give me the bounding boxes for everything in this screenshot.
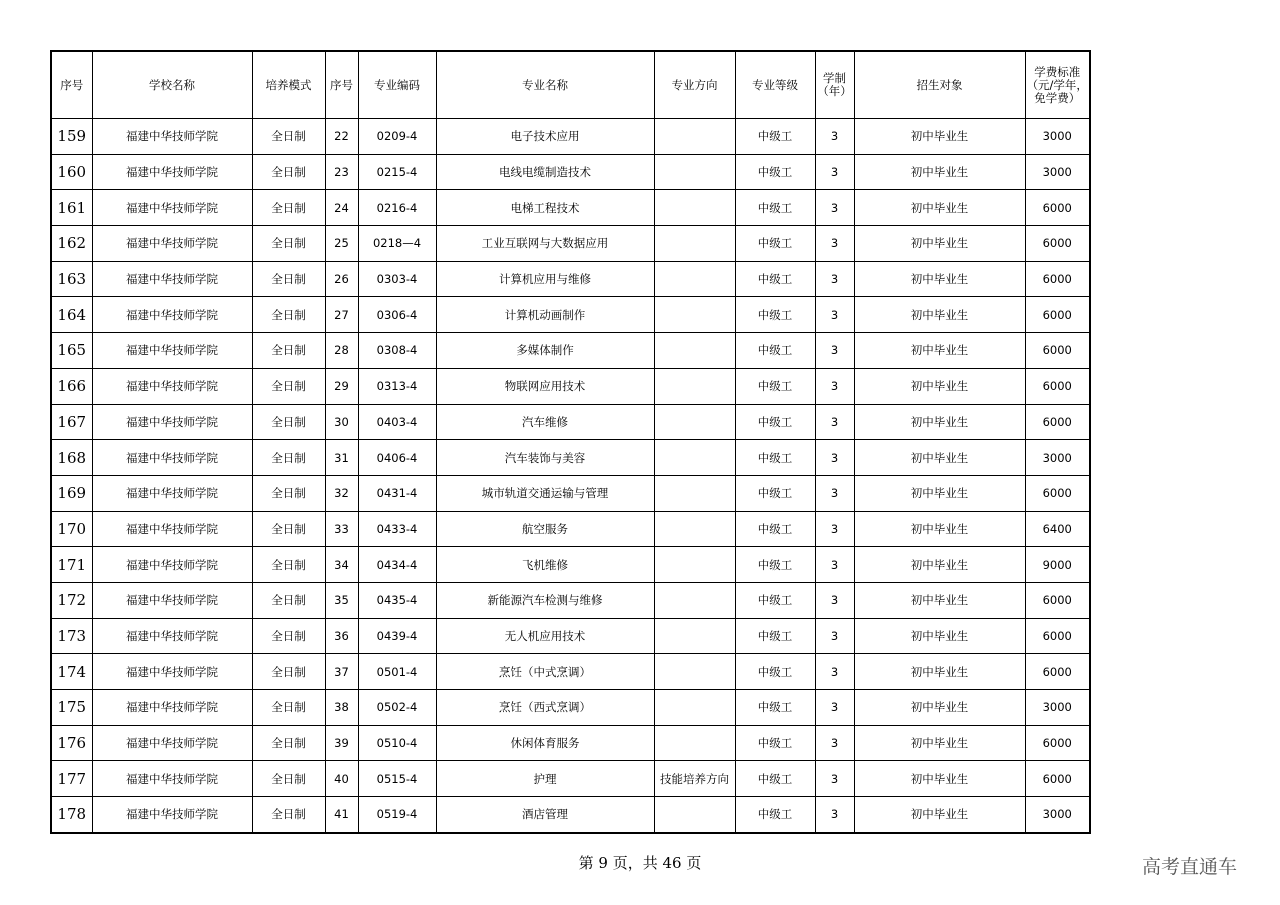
row-number-cell: 170 (51, 511, 92, 547)
school-name-cell: 福建中华技师学院 (92, 261, 252, 297)
duration-cell: 3 (815, 797, 854, 833)
row-number-cell: 167 (51, 404, 92, 440)
major-direction-cell (654, 261, 735, 297)
enrollment-target-cell: 初中毕业生 (854, 261, 1025, 297)
row-number-cell: 172 (51, 582, 92, 618)
duration-cell: 3 (815, 119, 854, 155)
school-name-cell: 福建中华技师学院 (92, 511, 252, 547)
major-direction-cell (654, 190, 735, 226)
tuition-cell: 6000 (1025, 404, 1090, 440)
seq-number-cell: 36 (325, 618, 358, 654)
duration-cell: 3 (815, 475, 854, 511)
seq-number-cell: 24 (325, 190, 358, 226)
major-name-cell: 工业互联网与大数据应用 (436, 226, 654, 262)
table-body (51, 119, 1090, 833)
school-name-cell: 福建中华技师学院 (92, 618, 252, 654)
major-direction-cell (654, 154, 735, 190)
school-name-cell: 福建中华技师学院 (92, 797, 252, 833)
enrollment-target-cell: 初中毕业生 (854, 761, 1025, 797)
training-mode-cell: 全日制 (252, 119, 325, 155)
enrollment-target-cell: 初中毕业生 (854, 690, 1025, 726)
major-name-cell: 航空服务 (436, 511, 654, 547)
header-row (51, 51, 1090, 119)
enrollment-target-cell: 初中毕业生 (854, 547, 1025, 583)
school-name-cell: 福建中华技师学院 (92, 190, 252, 226)
major-code-cell: 0502-4 (358, 690, 436, 726)
table-row (51, 654, 1090, 690)
duration-cell: 3 (815, 190, 854, 226)
school-name-cell: 福建中华技师学院 (92, 154, 252, 190)
duration-cell: 3 (815, 654, 854, 690)
row-number-cell: 160 (51, 154, 92, 190)
row-number-cell: 175 (51, 690, 92, 726)
tuition-cell: 6000 (1025, 368, 1090, 404)
major-name-cell: 汽车维修 (436, 404, 654, 440)
major-code-cell: 0501-4 (358, 654, 436, 690)
training-mode-cell: 全日制 (252, 725, 325, 761)
seq-number-cell: 39 (325, 725, 358, 761)
header-cell: 序号 (51, 51, 92, 119)
tuition-cell: 6000 (1025, 582, 1090, 618)
training-mode-cell: 全日制 (252, 618, 325, 654)
table-row (51, 690, 1090, 726)
tuition-cell: 9000 (1025, 547, 1090, 583)
row-number-cell: 168 (51, 440, 92, 476)
school-name-cell: 福建中华技师学院 (92, 475, 252, 511)
duration-cell: 3 (815, 404, 854, 440)
school-name-cell: 福建中华技师学院 (92, 404, 252, 440)
major-name-cell: 酒店管理 (436, 797, 654, 833)
major-level-cell: 中级工 (735, 154, 815, 190)
watermark: 高考直通车 (1142, 856, 1238, 878)
table-row (51, 368, 1090, 404)
table-row (51, 618, 1090, 654)
duration-cell: 3 (815, 618, 854, 654)
major-code-cell: 0303-4 (358, 261, 436, 297)
enrollment-target-cell: 初中毕业生 (854, 654, 1025, 690)
seq-number-cell: 23 (325, 154, 358, 190)
duration-cell: 3 (815, 297, 854, 333)
tuition-cell: 6000 (1025, 654, 1090, 690)
major-level-cell: 中级工 (735, 475, 815, 511)
duration-cell: 3 (815, 368, 854, 404)
major-direction-cell (654, 404, 735, 440)
training-mode-cell: 全日制 (252, 297, 325, 333)
school-name-cell: 福建中华技师学院 (92, 761, 252, 797)
seq-number-cell: 33 (325, 511, 358, 547)
enrollment-target-cell: 初中毕业生 (854, 475, 1025, 511)
table-row (51, 725, 1090, 761)
enrollment-target-cell: 初中毕业生 (854, 511, 1025, 547)
duration-cell: 3 (815, 582, 854, 618)
major-code-cell: 0433-4 (358, 511, 436, 547)
school-name-cell: 福建中华技师学院 (92, 690, 252, 726)
major-code-cell: 0439-4 (358, 618, 436, 654)
major-level-cell: 中级工 (735, 690, 815, 726)
major-direction-cell (654, 797, 735, 833)
major-name-cell: 电梯工程技术 (436, 190, 654, 226)
training-mode-cell: 全日制 (252, 582, 325, 618)
tuition-cell: 6000 (1025, 618, 1090, 654)
major-code-cell: 0209-4 (358, 119, 436, 155)
major-code-cell: 0313-4 (358, 368, 436, 404)
major-level-cell: 中级工 (735, 440, 815, 476)
major-level-cell: 中级工 (735, 261, 815, 297)
major-level-cell: 中级工 (735, 226, 815, 262)
header-cell: 专业编码 (358, 51, 436, 119)
training-mode-cell: 全日制 (252, 261, 325, 297)
major-direction-cell (654, 511, 735, 547)
row-number-cell: 163 (51, 261, 92, 297)
table-row (51, 226, 1090, 262)
major-level-cell: 中级工 (735, 547, 815, 583)
enrollment-target-cell: 初中毕业生 (854, 368, 1025, 404)
table-row (51, 547, 1090, 583)
header-cell: 学费标准（元/学年，免学费） (1025, 51, 1090, 119)
duration-cell: 3 (815, 761, 854, 797)
major-name-cell: 计算机应用与维修 (436, 261, 654, 297)
major-direction-cell (654, 368, 735, 404)
duration-cell: 3 (815, 690, 854, 726)
major-code-cell: 0519-4 (358, 797, 436, 833)
major-level-cell: 中级工 (735, 582, 815, 618)
major-level-cell: 中级工 (735, 368, 815, 404)
seq-number-cell: 31 (325, 440, 358, 476)
seq-number-cell: 28 (325, 333, 358, 369)
tuition-cell: 6000 (1025, 226, 1090, 262)
enrollment-target-cell: 初中毕业生 (854, 333, 1025, 369)
school-name-cell: 福建中华技师学院 (92, 119, 252, 155)
table-row (51, 333, 1090, 369)
header-cell: 专业方向 (654, 51, 735, 119)
table-row (51, 154, 1090, 190)
tuition-cell: 6000 (1025, 261, 1090, 297)
header-cell: 序号 (325, 51, 358, 119)
tuition-cell: 6400 (1025, 511, 1090, 547)
header-cell: 招生对象 (854, 51, 1025, 119)
major-name-cell: 多媒体制作 (436, 333, 654, 369)
tuition-cell: 3000 (1025, 690, 1090, 726)
training-mode-cell: 全日制 (252, 475, 325, 511)
duration-cell: 3 (815, 154, 854, 190)
major-code-cell: 0216-4 (358, 190, 436, 226)
major-level-cell: 中级工 (735, 761, 815, 797)
training-mode-cell: 全日制 (252, 690, 325, 726)
table-row (51, 582, 1090, 618)
row-number-cell: 178 (51, 797, 92, 833)
enrollment-table (50, 50, 1091, 834)
major-code-cell: 0306-4 (358, 297, 436, 333)
major-name-cell: 计算机动画制作 (436, 297, 654, 333)
enrollment-target-cell: 初中毕业生 (854, 226, 1025, 262)
row-number-cell: 177 (51, 761, 92, 797)
training-mode-cell: 全日制 (252, 226, 325, 262)
major-name-cell: 护理 (436, 761, 654, 797)
major-level-cell: 中级工 (735, 725, 815, 761)
enrollment-target-cell: 初中毕业生 (854, 119, 1025, 155)
training-mode-cell: 全日制 (252, 761, 325, 797)
major-level-cell: 中级工 (735, 654, 815, 690)
tuition-cell: 6000 (1025, 475, 1090, 511)
header-cell: 专业名称 (436, 51, 654, 119)
training-mode-cell: 全日制 (252, 404, 325, 440)
row-number-cell: 165 (51, 333, 92, 369)
header-cell: 学制（年） (815, 51, 854, 119)
major-level-cell: 中级工 (735, 297, 815, 333)
enrollment-target-cell: 初中毕业生 (854, 797, 1025, 833)
major-direction-cell (654, 297, 735, 333)
enrollment-target-cell: 初中毕业生 (854, 404, 1025, 440)
tuition-cell: 3000 (1025, 119, 1090, 155)
training-mode-cell: 全日制 (252, 440, 325, 476)
table-row (51, 475, 1090, 511)
enrollment-target-cell: 初中毕业生 (854, 190, 1025, 226)
enrollment-target-cell: 初中毕业生 (854, 154, 1025, 190)
seq-number-cell: 40 (325, 761, 358, 797)
row-number-cell: 162 (51, 226, 92, 262)
page-footer: 第 9 页，共 46 页 (578, 854, 702, 872)
major-name-cell: 电线电缆制造技术 (436, 154, 654, 190)
major-direction-cell (654, 582, 735, 618)
training-mode-cell: 全日制 (252, 333, 325, 369)
training-mode-cell: 全日制 (252, 797, 325, 833)
seq-number-cell: 22 (325, 119, 358, 155)
major-level-cell: 中级工 (735, 797, 815, 833)
major-direction-cell (654, 654, 735, 690)
school-name-cell: 福建中华技师学院 (92, 333, 252, 369)
row-number-cell: 169 (51, 475, 92, 511)
school-name-cell: 福建中华技师学院 (92, 368, 252, 404)
enrollment-target-cell: 初中毕业生 (854, 725, 1025, 761)
major-code-cell: 0215-4 (358, 154, 436, 190)
enrollment-target-cell: 初中毕业生 (854, 618, 1025, 654)
major-name-cell: 烹饪（中式烹调） (436, 654, 654, 690)
major-name-cell: 城市轨道交通运输与管理 (436, 475, 654, 511)
table-row (51, 297, 1090, 333)
major-level-cell: 中级工 (735, 119, 815, 155)
major-direction-cell (654, 119, 735, 155)
major-name-cell: 新能源汽车检测与维修 (436, 582, 654, 618)
major-code-cell: 0434-4 (358, 547, 436, 583)
school-name-cell: 福建中华技师学院 (92, 654, 252, 690)
school-name-cell: 福建中华技师学院 (92, 297, 252, 333)
major-direction-cell (654, 333, 735, 369)
training-mode-cell: 全日制 (252, 511, 325, 547)
major-level-cell: 中级工 (735, 404, 815, 440)
major-code-cell: 0403-4 (358, 404, 436, 440)
row-number-cell: 159 (51, 119, 92, 155)
table-row (51, 404, 1090, 440)
training-mode-cell: 全日制 (252, 654, 325, 690)
major-level-cell: 中级工 (735, 190, 815, 226)
major-direction-cell (654, 690, 735, 726)
major-name-cell: 汽车装饰与美容 (436, 440, 654, 476)
seq-number-cell: 38 (325, 690, 358, 726)
row-number-cell: 176 (51, 725, 92, 761)
seq-number-cell: 26 (325, 261, 358, 297)
major-code-cell: 0510-4 (358, 725, 436, 761)
major-level-cell: 中级工 (735, 618, 815, 654)
major-name-cell: 物联网应用技术 (436, 368, 654, 404)
seq-number-cell: 27 (325, 297, 358, 333)
duration-cell: 3 (815, 261, 854, 297)
table-row (51, 511, 1090, 547)
major-code-cell: 0431-4 (358, 475, 436, 511)
seq-number-cell: 25 (325, 226, 358, 262)
major-name-cell: 飞机维修 (436, 547, 654, 583)
header-cell: 培养模式 (252, 51, 325, 119)
tuition-cell: 3000 (1025, 440, 1090, 476)
school-name-cell: 福建中华技师学院 (92, 547, 252, 583)
row-number-cell: 164 (51, 297, 92, 333)
row-number-cell: 171 (51, 547, 92, 583)
training-mode-cell: 全日制 (252, 154, 325, 190)
major-direction-cell (654, 226, 735, 262)
major-name-cell: 休闲体育服务 (436, 725, 654, 761)
tuition-cell: 6000 (1025, 297, 1090, 333)
seq-number-cell: 41 (325, 797, 358, 833)
major-direction-cell (654, 547, 735, 583)
table-row (51, 797, 1090, 833)
header-cell: 专业等级 (735, 51, 815, 119)
seq-number-cell: 30 (325, 404, 358, 440)
duration-cell: 3 (815, 333, 854, 369)
tuition-cell: 3000 (1025, 797, 1090, 833)
seq-number-cell: 35 (325, 582, 358, 618)
school-name-cell: 福建中华技师学院 (92, 582, 252, 618)
row-number-cell: 174 (51, 654, 92, 690)
duration-cell: 3 (815, 547, 854, 583)
table-row (51, 440, 1090, 476)
table-row (51, 261, 1090, 297)
tuition-cell: 6000 (1025, 333, 1090, 369)
duration-cell: 3 (815, 226, 854, 262)
major-code-cell: 0406-4 (358, 440, 436, 476)
header-cell: 学校名称 (92, 51, 252, 119)
major-level-cell: 中级工 (735, 333, 815, 369)
seq-number-cell: 34 (325, 547, 358, 583)
enrollment-target-cell: 初中毕业生 (854, 582, 1025, 618)
table-row (51, 190, 1090, 226)
tuition-cell: 6000 (1025, 725, 1090, 761)
tuition-cell: 3000 (1025, 154, 1090, 190)
duration-cell: 3 (815, 511, 854, 547)
row-number-cell: 161 (51, 190, 92, 226)
duration-cell: 3 (815, 725, 854, 761)
seq-number-cell: 29 (325, 368, 358, 404)
major-name-cell: 烹饪（西式烹调） (436, 690, 654, 726)
major-code-cell: 0515-4 (358, 761, 436, 797)
row-number-cell: 173 (51, 618, 92, 654)
training-mode-cell: 全日制 (252, 190, 325, 226)
training-mode-cell: 全日制 (252, 368, 325, 404)
tuition-cell: 6000 (1025, 190, 1090, 226)
major-direction-cell (654, 725, 735, 761)
major-code-cell: 0308-4 (358, 333, 436, 369)
duration-cell: 3 (815, 440, 854, 476)
major-direction-cell: 技能培养方向 (654, 761, 735, 797)
tuition-cell: 6000 (1025, 761, 1090, 797)
table-row (51, 761, 1090, 797)
major-code-cell: 0435-4 (358, 582, 436, 618)
training-mode-cell: 全日制 (252, 547, 325, 583)
major-direction-cell (654, 440, 735, 476)
school-name-cell: 福建中华技师学院 (92, 725, 252, 761)
major-direction-cell (654, 475, 735, 511)
enrollment-target-cell: 初中毕业生 (854, 297, 1025, 333)
major-level-cell: 中级工 (735, 511, 815, 547)
school-name-cell: 福建中华技师学院 (92, 226, 252, 262)
major-direction-cell (654, 618, 735, 654)
major-name-cell: 无人机应用技术 (436, 618, 654, 654)
school-name-cell: 福建中华技师学院 (92, 440, 252, 476)
major-code-cell: 0218—4 (358, 226, 436, 262)
enrollment-target-cell: 初中毕业生 (854, 440, 1025, 476)
major-name-cell: 电子技术应用 (436, 119, 654, 155)
seq-number-cell: 37 (325, 654, 358, 690)
row-number-cell: 166 (51, 368, 92, 404)
table-row (51, 119, 1090, 155)
seq-number-cell: 32 (325, 475, 358, 511)
